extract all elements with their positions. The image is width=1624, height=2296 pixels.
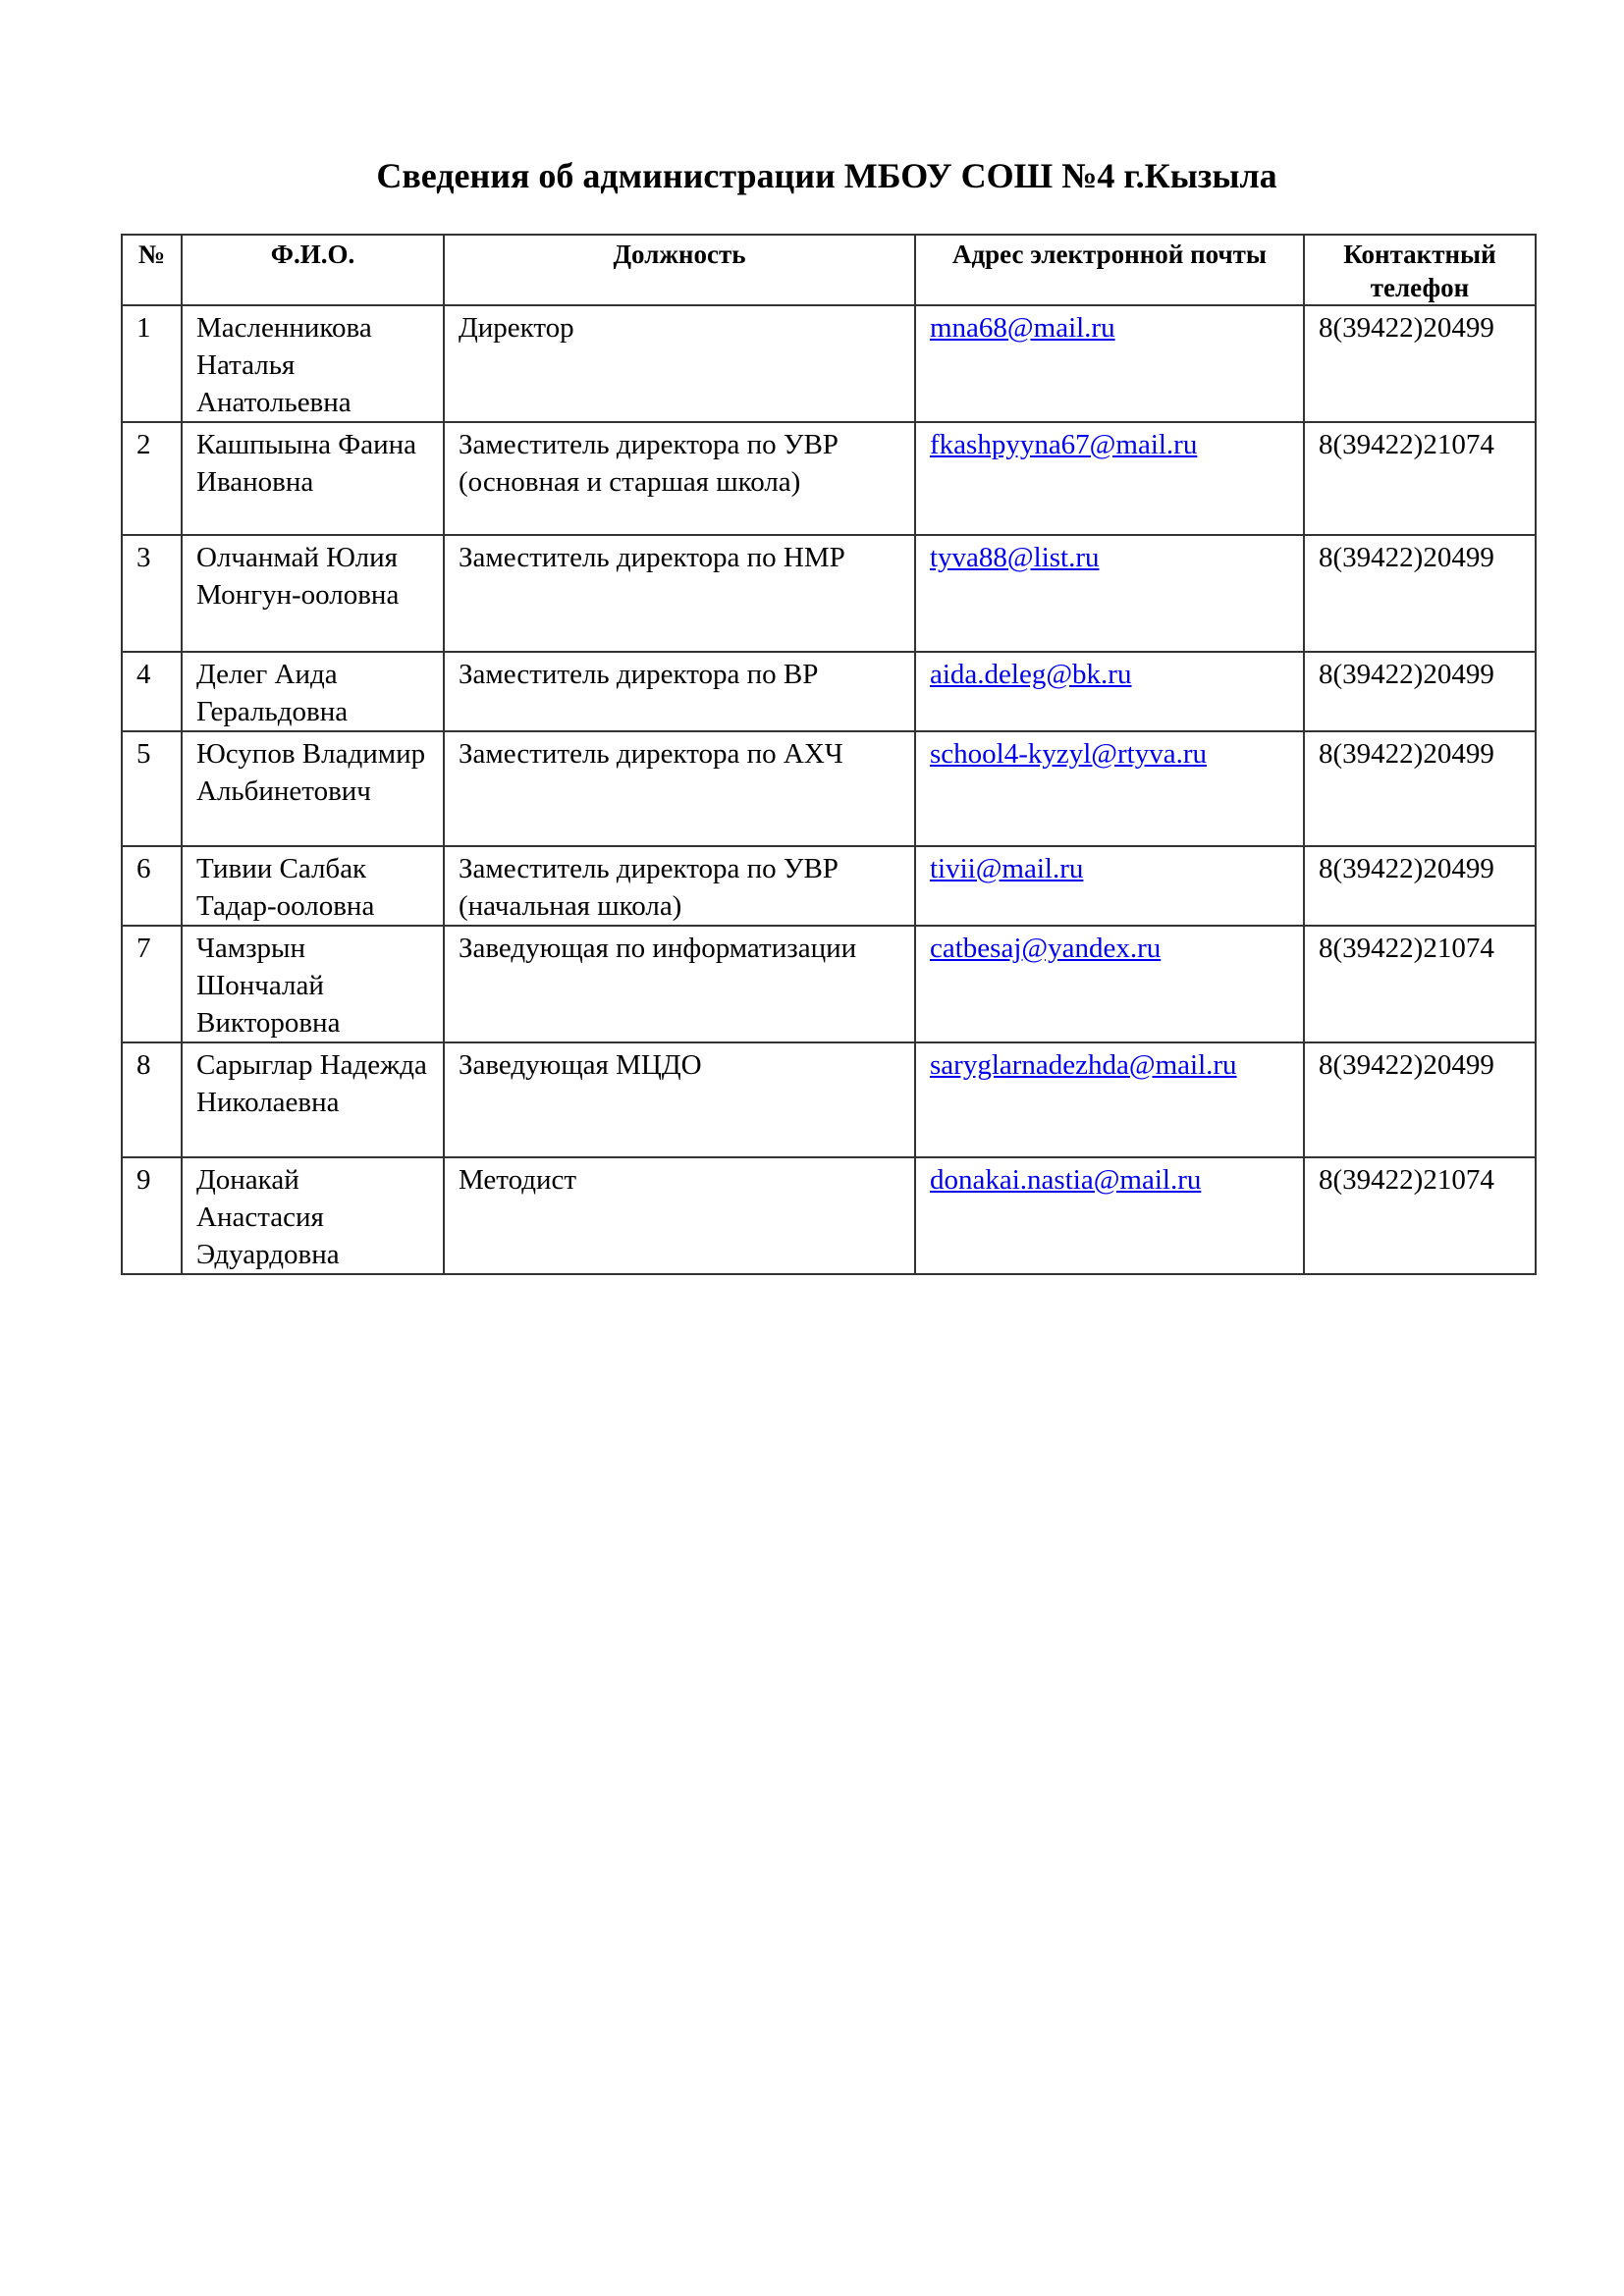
person-name-cell: Масленникова Наталья Анатольевна	[182, 305, 444, 422]
person-name-cell: Сарыглар Надежда Николаевна	[182, 1042, 444, 1157]
person-position-cell: Директор	[444, 305, 915, 422]
person-phone-cell: 8(39422)20499	[1304, 846, 1536, 926]
email-link[interactable]: donakai.nastia@mail.ru	[930, 1164, 1202, 1196]
person-phone-cell: 8(39422)20499	[1304, 305, 1536, 422]
person-email-cell	[915, 305, 1304, 422]
row-number-cell: 1	[122, 305, 182, 422]
person-name-cell: Олчанмай Юлия Монгун-ооловна	[182, 535, 444, 652]
header-position: Должность	[444, 235, 915, 305]
table-row	[122, 535, 1536, 652]
row-number-cell: 5	[122, 731, 182, 846]
person-email-cell	[915, 1042, 1304, 1157]
person-name-cell: Кашпыына Фаина Ивановна	[182, 422, 444, 535]
person-position-cell: Заместитель директора по УВР (основная и старшая школа)	[444, 422, 915, 535]
email-link[interactable]: aida.deleg@bk.ru	[930, 659, 1132, 690]
person-email-cell	[915, 846, 1304, 926]
person-name-cell: Юсупов Владимир Альбинетович	[182, 731, 444, 846]
header-phone: Контактный телефон	[1304, 235, 1536, 305]
table-row	[122, 422, 1536, 535]
person-phone-cell: 8(39422)21074	[1304, 422, 1536, 535]
email-link[interactable]: tyva88@list.ru	[930, 542, 1100, 573]
person-phone-cell: 8(39422)20499	[1304, 1042, 1536, 1157]
person-name-cell: Делег Аида Геральдовна	[182, 652, 444, 731]
row-number-cell: 7	[122, 926, 182, 1042]
person-phone-cell: 8(39422)20499	[1304, 535, 1536, 652]
table-row	[122, 1157, 1536, 1274]
email-link[interactable]: saryglarnadezhda@mail.ru	[930, 1049, 1237, 1081]
person-email-cell	[915, 535, 1304, 652]
person-phone-cell: 8(39422)20499	[1304, 731, 1536, 846]
person-name-cell: Донакай Анастасия Эдуардовна	[182, 1157, 444, 1274]
row-number-cell: 3	[122, 535, 182, 652]
row-number-cell: 9	[122, 1157, 182, 1274]
table-row	[122, 926, 1536, 1042]
person-position-cell: Заместитель директора по УВР (начальная школа)	[444, 846, 915, 926]
header-number: №	[122, 235, 182, 305]
person-email-cell	[915, 926, 1304, 1042]
email-link[interactable]: tivii@mail.ru	[930, 853, 1084, 884]
email-link[interactable]: school4-kyzyl@rtyva.ru	[930, 738, 1207, 770]
person-phone-cell: 8(39422)21074	[1304, 926, 1536, 1042]
table-row	[122, 305, 1536, 422]
person-phone-cell: 8(39422)20499	[1304, 652, 1536, 731]
table-header-row	[122, 235, 1536, 305]
person-email-cell	[915, 1157, 1304, 1274]
row-number-cell: 4	[122, 652, 182, 731]
row-number-cell: 8	[122, 1042, 182, 1157]
person-email-cell	[915, 652, 1304, 731]
person-phone-cell: 8(39422)21074	[1304, 1157, 1536, 1274]
person-position-cell: Методист	[444, 1157, 915, 1274]
row-number-cell: 6	[122, 846, 182, 926]
email-link[interactable]: mna68@mail.ru	[930, 312, 1115, 344]
email-link[interactable]: catbesaj@yandex.ru	[930, 933, 1162, 964]
person-name-cell: Чамзрын Шончалай Викторовна	[182, 926, 444, 1042]
header-name: Ф.И.О.	[182, 235, 444, 305]
table-row	[122, 652, 1536, 731]
person-name-cell: Тивии Салбак Тадар-ооловна	[182, 846, 444, 926]
header-email: Адрес электронной почты	[915, 235, 1304, 305]
person-position-cell: Заместитель директора по ВР	[444, 652, 915, 731]
table-row	[122, 731, 1536, 846]
person-position-cell: Заведующая по информатизации	[444, 926, 915, 1042]
person-email-cell	[915, 731, 1304, 846]
page-title: Сведения об администрации МБОУ СОШ №4 г.Кызыла	[376, 156, 1277, 195]
email-link[interactable]: fkashpyyna67@mail.ru	[930, 429, 1198, 460]
person-position-cell: Заместитель директора по НМР	[444, 535, 915, 652]
administration-table	[121, 234, 1537, 1275]
person-position-cell: Заведующая МЦДО	[444, 1042, 915, 1157]
table-row	[122, 1042, 1536, 1157]
row-number-cell: 2	[122, 422, 182, 535]
person-email-cell	[915, 422, 1304, 535]
table-row	[122, 846, 1536, 926]
person-position-cell: Заместитель директора по АХЧ	[444, 731, 915, 846]
